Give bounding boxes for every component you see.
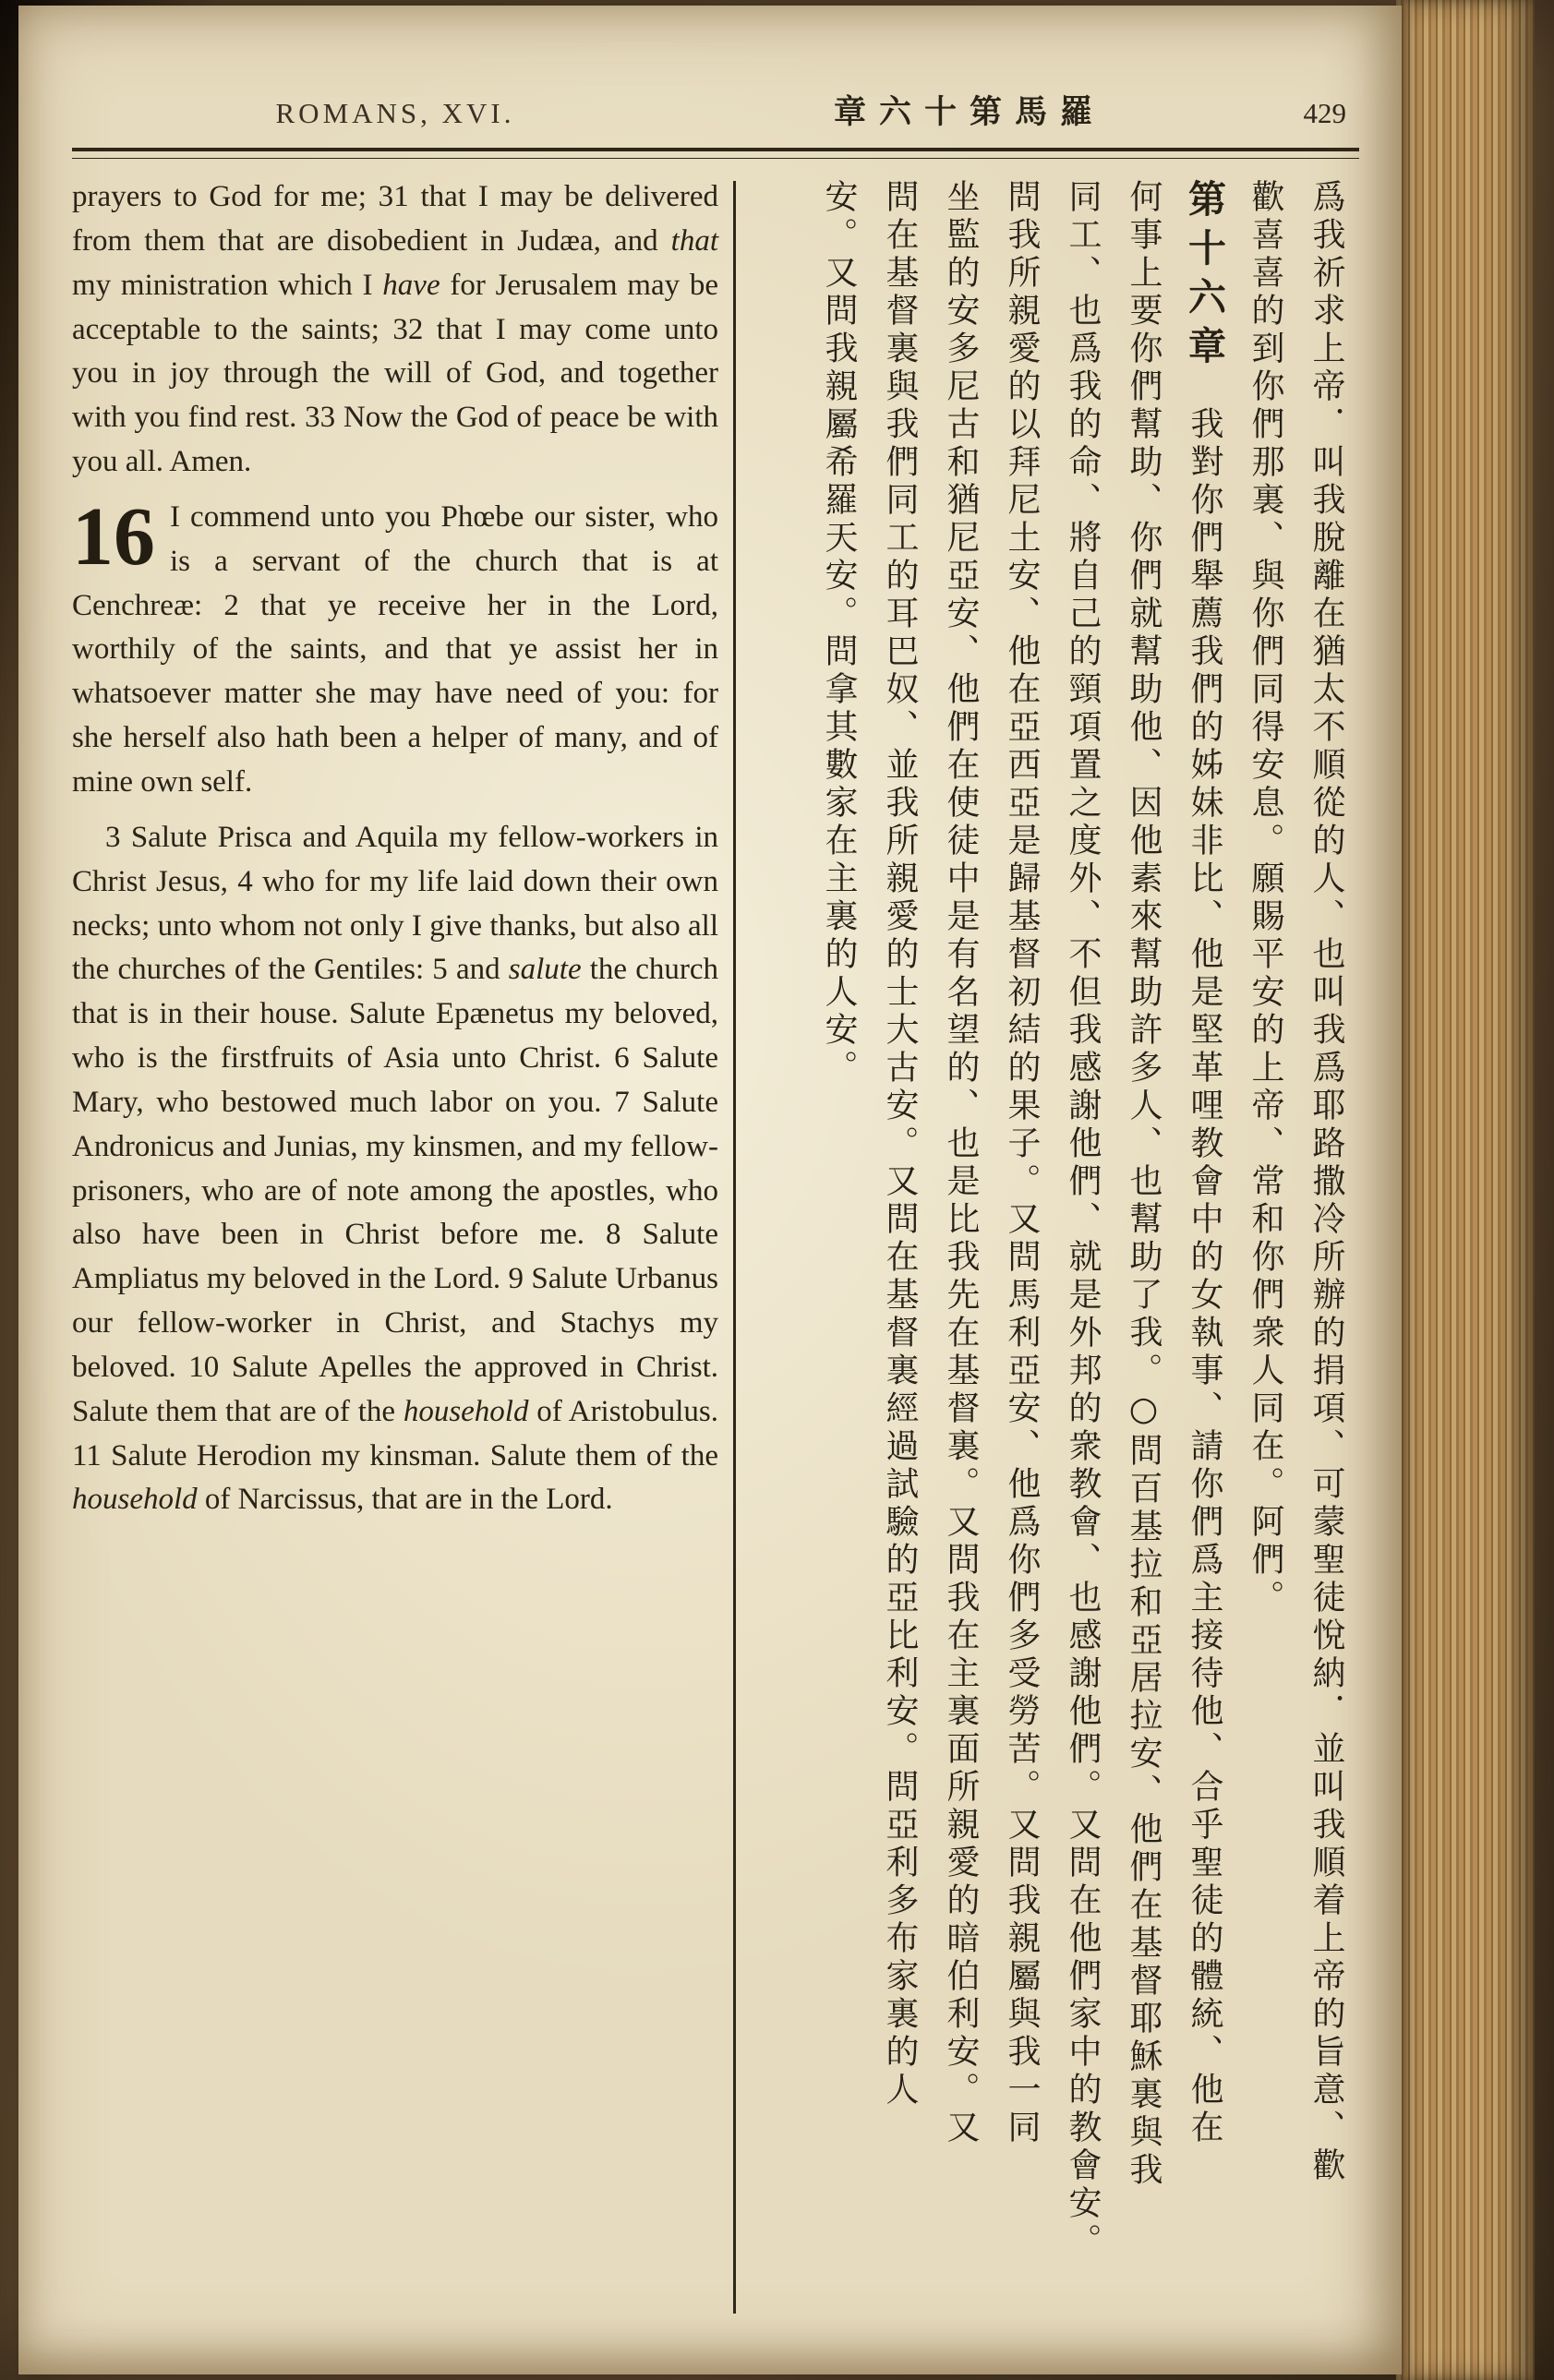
body-text: the church that is in their house. Salute Epænetus my beloved, who is the firstfruits of Asia unto Christ. 6 Salute Mary, who bestowed much labor on you. 7 Salute Andronicus and Junias, my kinsmen, and my fellow-prisoners, who are of note among the apostles, who also have been in Christ before me. 8 Salute Ampliatus my beloved in the Lord. 9 Salute Urbanus our fellow-worker in Christ, and Stachys my beloved. 10 Salute Apelles the approved in Christ. Salute them that are of the [72,953,718,1428]
body-text: for Jerusalem may be acceptable to the saints; 32 that I may come unto you in joy through the will of God, and together with you find rest. 33 Now the God of peace be with you all. Amen. [72,268,718,479]
chinese-column [751,175,1359,2312]
chinese-body-text: 安。又問我親屬希羅天安。問拿其數家在主裏的人安。 [820,179,858,1088]
chinese-text-column [811,179,866,2312]
chinese-body-text: 問在基督裏與我們同工的耳巴奴、並我所親愛的士大古安。又問在基督裏經過試驗的亞比利安。問亞利多布家裏的人 [881,179,919,2110]
chinese-body-text: 爲我祈求上帝．叫我脫離在猶太不順從的人、也叫我爲耶路撒冷所辦的捐項、可蒙聖徒悅納．並叫我順着上帝的旨意、歡 [1307,179,1345,2185]
italic-text: household [72,1483,198,1517]
english-paragraph [72,175,718,485]
chinese-text-column [994,179,1049,2312]
body-text: my ministration which I [72,268,383,302]
chinese-body-text: 我對你們舉薦我們的姊妹非比、他是堅革哩教會中的女執事、請你們爲主接待他、合乎聖徒的體統、他在 [1186,406,1223,2147]
body-text: prayers to God for me; 31 that I may be delivered from them that are disobedient in Judæa, and [72,180,718,258]
header-rule [72,148,1359,159]
chinese-text-column [872,179,927,2312]
page-header [72,87,1359,133]
italic-text: salute [508,953,582,987]
book-page [18,6,1402,2374]
english-column [72,175,718,2326]
chapter-heading: 第十六章 [1182,179,1226,375]
chinese-text-column [1237,179,1293,2312]
chinese-body-text: 何事上要你們幫助、你們就幫助他、因他素來幫助許多人、也幫助了我。○問百基拉和亞居拉安、他們在基督耶穌裏與我 [1125,179,1162,2190]
chinese-text-column [933,179,988,2312]
chinese-body-text: 坐監的安多尼古和猶尼亞安、他們在使徒中是有名望的、也是比我先在基督裏。又問我在主裏面所親愛的暗伯利安。又 [942,179,980,2147]
english-paragraph [72,490,718,805]
body-text: I commend unto you Phœbe our sister, who is a servant of the church that is at Cenchreæ: 2 that ye receive her in the Lord, worthily of the saints, and that ye assist her in whatsoever matter she may have need of you: for she herself also hath been a helper of many, and of mine own self. [72,499,718,799]
body-text: of Aristobulus. 11 Salute Herodion my kinsman. Salute them of the [72,1394,718,1472]
body-text: of Narcissus, that are in the Lord. [197,1483,613,1517]
body-text: 3 Salute Prisca and Aquila my fellow-workers in Christ Jesus, 4 who for my life laid down their own necks; unto whom not only I give thanks, but also all the churches of the Gentiles: 5 and [72,820,718,987]
column-divider [733,181,736,2314]
page-content [72,175,1359,2326]
italic-text: have [382,268,440,302]
chinese-body-text: 歡喜喜的到你們那裏、與你們同得安息。願賜平安的上帝、常和你們衆人同在。阿們。 [1247,179,1284,1617]
running-title-chinese: 章六十第馬羅 [833,94,1105,131]
italic-text: household [403,1394,529,1428]
page-edges [1396,0,1535,2380]
running-title-english: ROMANS, XVI. [275,97,515,129]
chinese-text-column [1176,179,1232,2312]
chinese-body-text: 同工、也爲我的命、將自己的頸項置之度外、不但我感謝他們、就是外邦的衆教會、也感謝他們。又問在他們家中的教會安。 [1064,179,1102,2261]
chinese-text-column [1054,179,1110,2312]
italic-text: that [670,223,718,258]
chinese-body-text: 問我所親愛的以拜尼土安、他在亞西亞是歸基督初結的果子。又問馬利亞安、他爲你們多受勞苦。又問我親屬與我一同 [1003,179,1041,2147]
page-number: 429 [1303,97,1346,129]
chinese-text-column [1298,179,1354,2312]
english-paragraph [72,816,718,1523]
chapter-number-dropcap: 16 [72,490,155,583]
chinese-text-column [1115,179,1171,2312]
